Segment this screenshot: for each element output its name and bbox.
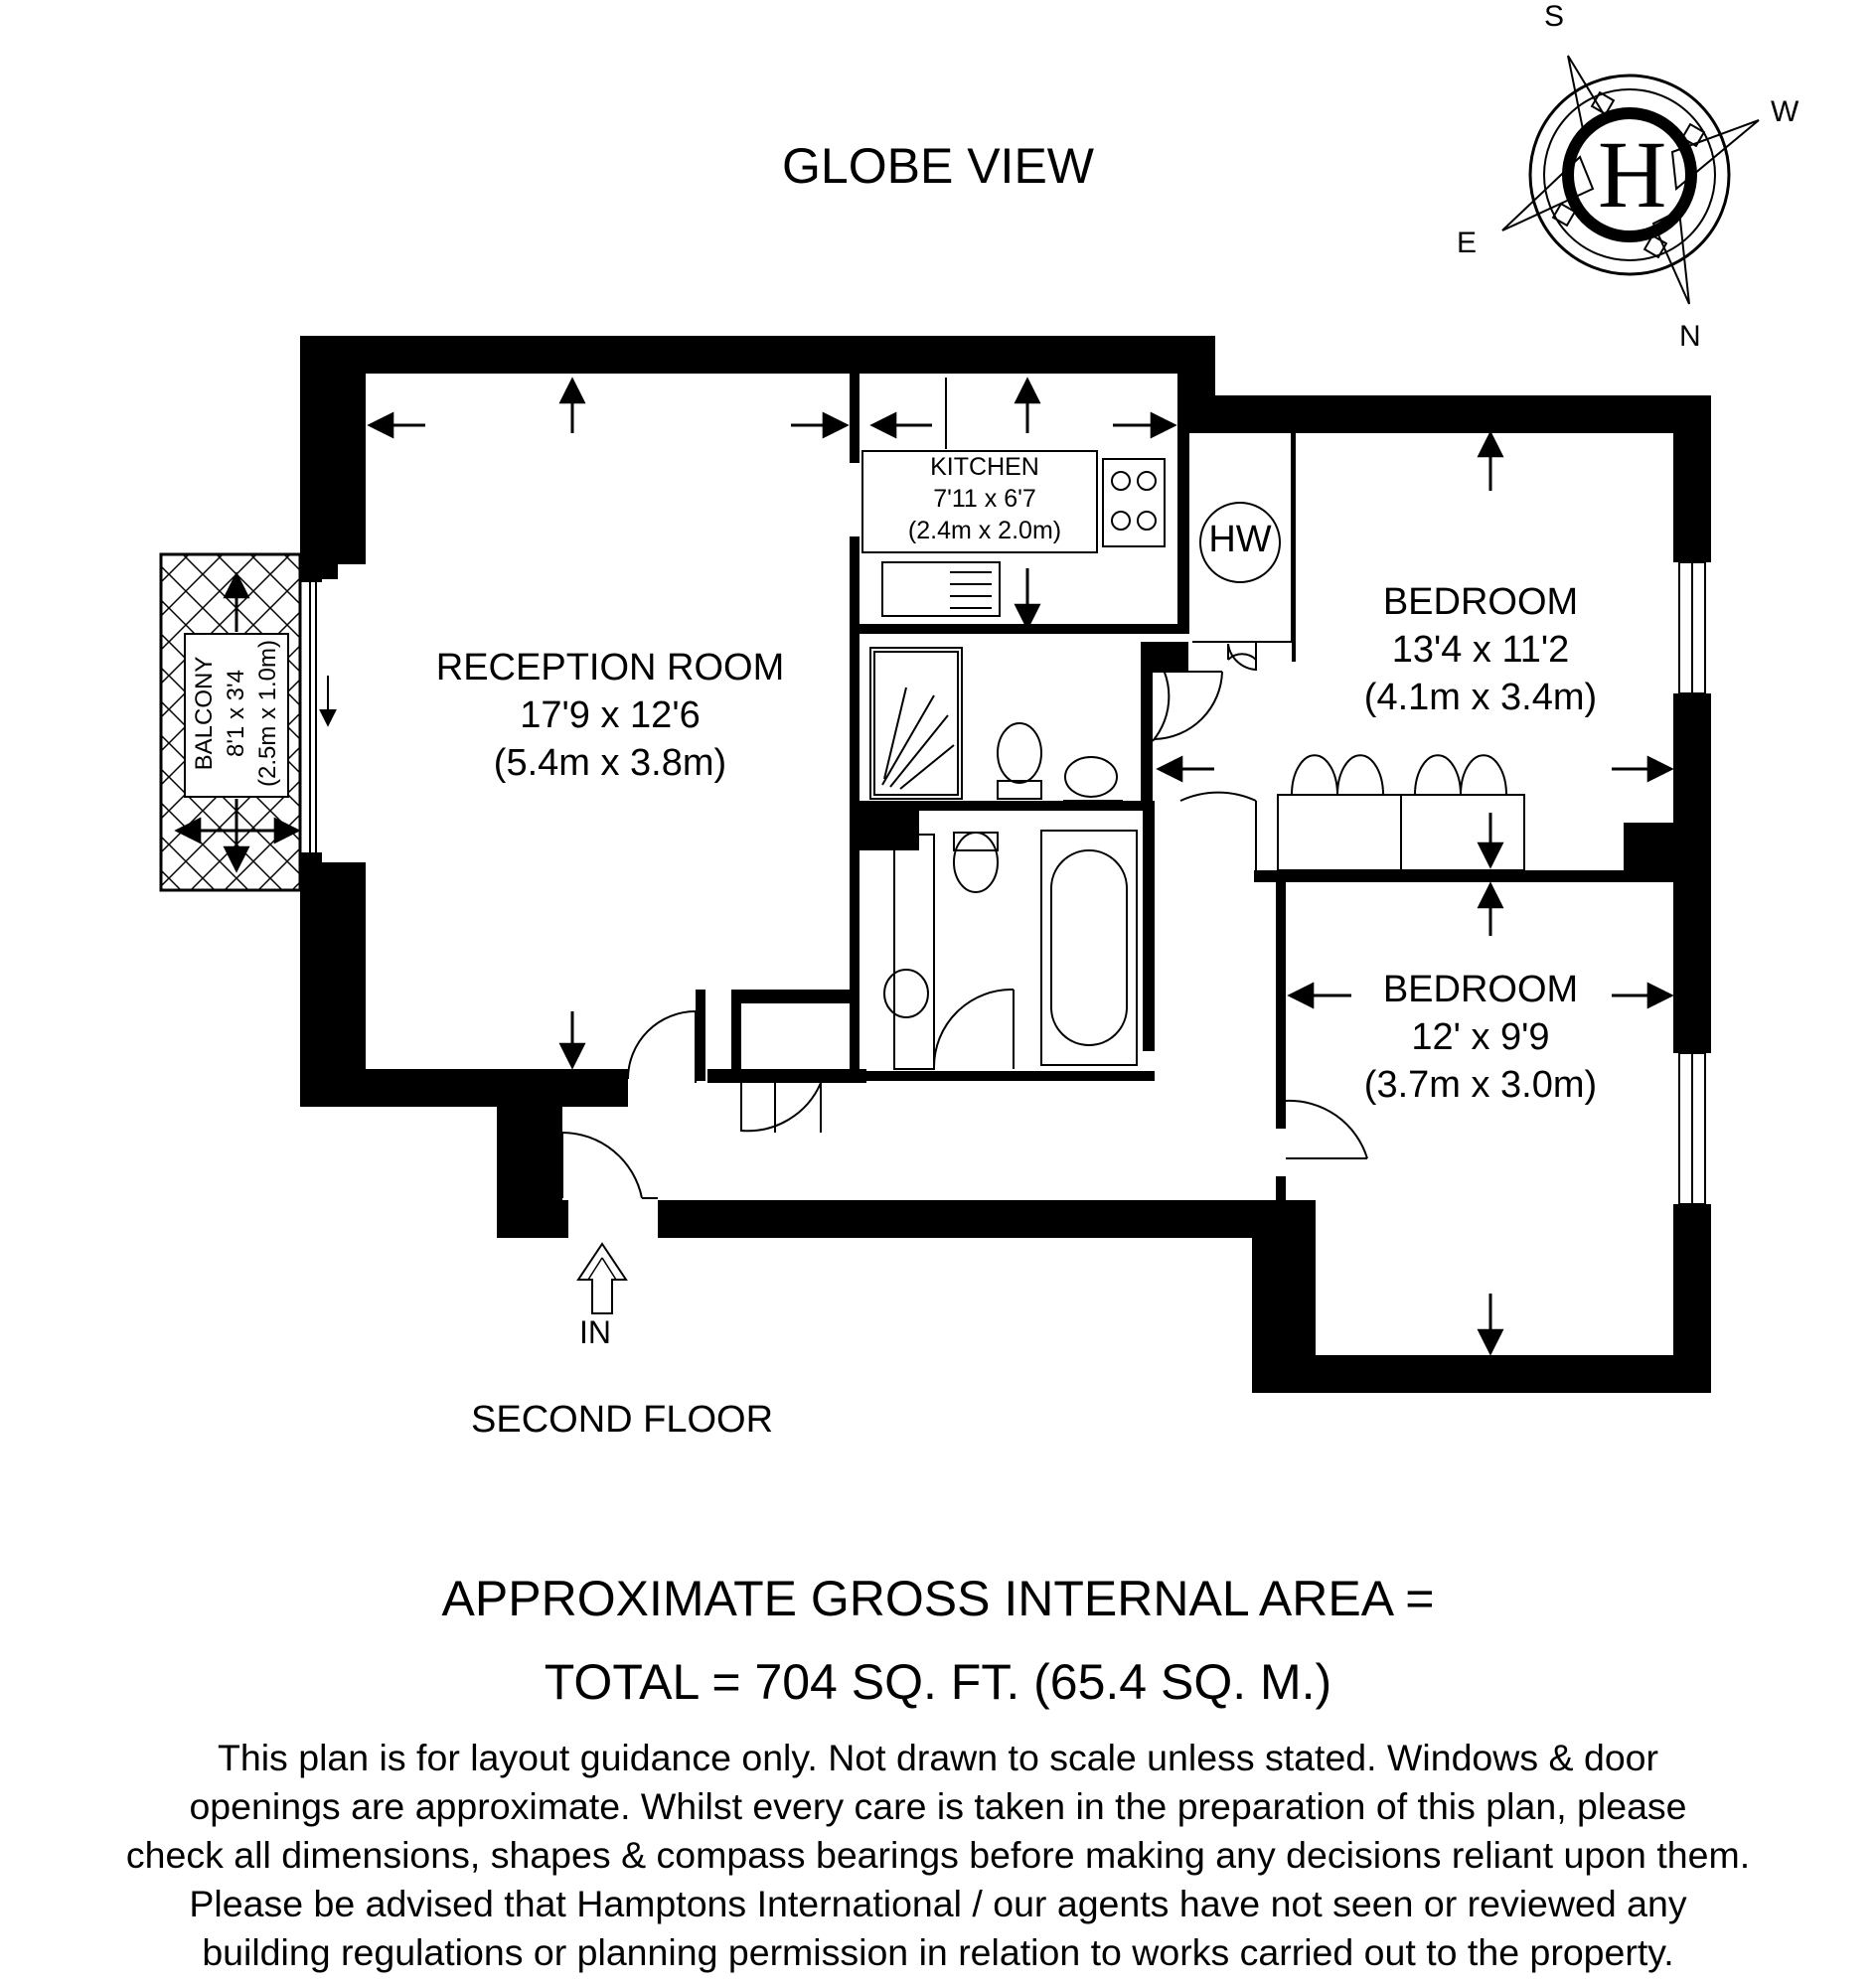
bedroom2-metric: (3.7m x 3.0m) — [1363, 1064, 1598, 1106]
disclaimer-line: This plan is for layout guidance only. Not drawn to scale unless stated. Windows & door — [217, 1737, 1659, 1778]
balcony-imperial: 8'1 x 3'4 — [223, 670, 249, 757]
disclaimer-line: openings are approximate. Whilst every care is taken in the preparation of this plan, please — [189, 1785, 1687, 1827]
disclaimer-line: Please be advised that Hamptons International / our agents have not seen or reviewed any — [189, 1883, 1687, 1924]
compass-south-label: S — [1544, 0, 1565, 33]
kitchen-label — [874, 451, 1095, 546]
reception-room-imperial: 17'9 x 12'6 — [520, 694, 701, 736]
compass-east-label: E — [1457, 227, 1478, 259]
balcony-name: BALCONY — [191, 656, 218, 771]
reception-room-label — [411, 644, 809, 787]
reception-room-name: RECEPTION ROOM — [435, 647, 785, 688]
bedroom2-name: BEDROOM — [1382, 969, 1579, 1010]
disclaimer-line: building regulations or planning permission in relation to works carried out to the property. — [202, 1931, 1674, 1973]
balcony-metric: (2.5m x 1.0m) — [254, 639, 281, 788]
floor-label: SECOND FLOOR — [471, 1399, 774, 1441]
reception-room-metric: (5.4m x 3.8m) — [493, 742, 727, 784]
disclaimer — [0, 1734, 1876, 1977]
bedroom2-imperial: 12' x 9'9 — [1411, 1016, 1550, 1058]
entrance-arrow — [578, 1244, 626, 1313]
bedroom2-label — [1331, 966, 1630, 1109]
compass-north-label: N — [1679, 320, 1701, 353]
bedroom1-label — [1331, 578, 1630, 721]
area-heading: APPROXIMATE GROSS INTERNAL AREA = — [441, 1571, 1435, 1626]
kitchen-imperial: 7'11 x 6'7 — [933, 485, 1036, 513]
disclaimer-line: check all dimensions, shapes & compass bearings before making any decisions reliant upon them. — [125, 1834, 1751, 1876]
compass-logo-letter: H — [1598, 121, 1667, 228]
plan-title: GLOBE VIEW — [782, 138, 1094, 194]
kitchen-metric: (2.4m x 2.0m) — [907, 517, 1062, 544]
entrance-label: IN — [579, 1314, 611, 1350]
bedroom1-metric: (4.1m x 3.4m) — [1363, 677, 1598, 718]
compass-west-label: W — [1771, 95, 1799, 128]
hot-water-label: HW — [1208, 519, 1272, 560]
area-total: TOTAL = 704 SQ. FT. (65.4 SQ. M.) — [544, 1654, 1332, 1710]
shower-room — [870, 648, 1222, 801]
bedroom1-name: BEDROOM — [1382, 581, 1579, 623]
bathroom — [884, 831, 1137, 1069]
bedroom1-imperial: 13'4 x 11'2 — [1391, 629, 1570, 671]
kitchen-name: KITCHEN — [930, 453, 1039, 481]
